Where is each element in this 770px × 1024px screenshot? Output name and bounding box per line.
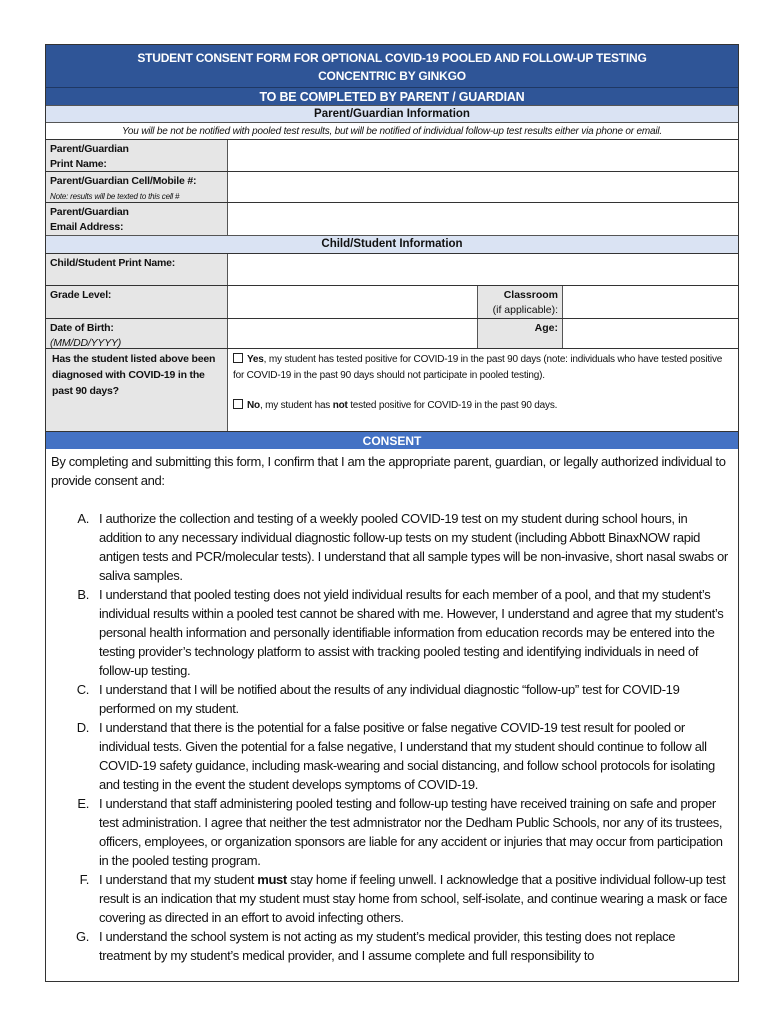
item-text: I understand that pooled testing does not yield individual results for each member of a pool, and that my student’s individual results within a pooled test cannot be shared with me. However, I understand and agree that my student’s personal health information and personally identifiable information from education records may be entered into the testing provider’s technology platform to assist with tracking pooled testing and identifying individuals in need of follow-up testing. (99, 587, 724, 678)
item-marker: D. (76, 720, 89, 735)
parent-name-field[interactable] (228, 140, 738, 171)
consent-item (51, 509, 733, 585)
item-marker: A. (77, 511, 89, 526)
parent-cell-field[interactable] (228, 172, 738, 202)
child-section-header: Child/Student Information (46, 235, 738, 253)
item-text: I understand that staff administering pooled testing and follow-up testing have received training on safe and proper test administration. I agree that neither the test admnistrator nor the Dedham Public Schools, nor any of its trustees, officers, employees, or organization sponsors are liable for any accident or injuries that may occur from participation in the pooled testing program. (99, 796, 723, 868)
consent-item (51, 585, 733, 680)
child-name-label: Child/Student Print Name: (46, 254, 228, 285)
dob-label: Date of Birth: (MM/DD/YYYY) (46, 319, 228, 348)
consent-intro: By completing and submitting this form, I confirm that I am the appropriate parent, guardian, or legally authorized individual to provide consent and: (51, 454, 726, 488)
item-marker: C. (76, 682, 89, 697)
covid-question-row (46, 348, 738, 431)
covid-options (228, 349, 738, 431)
covid-question-label: Has the student listed above been diagnosed with COVID-19 in the past 90 days? (46, 349, 228, 431)
item-marker: G. (75, 929, 89, 944)
option-yes[interactable]: Yes, my student has tested positive for COVID-19 in the past 90 days (note: individuals who have tested positive for COVID-19 in the past 90 days should not participate in pooled testing). (233, 354, 723, 381)
parent-email-row (46, 202, 738, 235)
dob-field[interactable] (228, 319, 477, 348)
consent-item (51, 680, 733, 718)
parent-email-field[interactable] (228, 203, 738, 235)
parent-cell-row (46, 171, 738, 202)
parent-cell-label: Parent/Guardian Cell/Mobile #: Note: results will be texted to this cell # (46, 172, 228, 202)
classroom-label: Classroom (if applicable): (477, 286, 563, 318)
consent-item (51, 927, 733, 965)
item-marker: E. (77, 796, 89, 811)
consent-items (51, 509, 733, 965)
child-name-row (46, 253, 738, 285)
child-name-field[interactable] (228, 254, 738, 285)
item-text: I understand that there is the potential for a false positive or false negative COVID-19 test result for pooled or individual tests. Given the potential for a false negative, I understand that my student should continue to follow all COVID-19 safety guidance, including mask-wearing and social distancing, and follow school protocols for isolating and testing in the event the student develops symptoms of COVID-19. (99, 720, 715, 792)
grade-label: Grade Level: (46, 286, 228, 318)
parent-section-header: Parent/Guardian Information (46, 105, 738, 122)
parent-name-label: Parent/Guardian Print Name: (46, 140, 228, 171)
item-marker: F. (79, 872, 89, 887)
age-label: Age: (477, 319, 563, 348)
dob-row (46, 318, 738, 348)
consent-item (51, 718, 733, 794)
grade-field[interactable] (228, 286, 477, 318)
item-text: I understand that my student must stay home if feeling unwell. I acknowledge that a positive individual follow-up test result is an indication that my student must stay home from school, self-isolate, and continue wearing a mask or face covering as directed in an effort to avoid infecting others. (99, 872, 728, 925)
option-no[interactable]: No, my student has not tested positive for COVID-19 in the past 90 days. (233, 398, 733, 414)
parent-email-label: Parent/Guardian Email Address: (46, 203, 228, 235)
grade-row (46, 285, 738, 318)
item-marker: B. (77, 587, 89, 602)
yes-checkbox[interactable] (233, 353, 243, 363)
item-text: I understand the school system is not acting as my student’s medical provider, this testing does not replace treatment by my student’s medical provider, and I assume complete and full responsibility to (99, 929, 676, 963)
item-text: I understand that I will be notified about the results of any individual diagnostic “follow-up” test for COVID-19 performed on my student. (99, 682, 680, 716)
form-title: STUDENT CONSENT FORM FOR OPTIONAL COVID-19 POOLED AND FOLLOW-UP TESTING CONCENTRIC BY GINKGO (46, 45, 738, 87)
age-field[interactable] (563, 319, 738, 348)
form-subtitle: TO BE COMPLETED BY PARENT / GUARDIAN (46, 87, 738, 105)
no-checkbox[interactable] (233, 399, 243, 409)
consent-header: CONSENT (46, 431, 738, 449)
consent-body (46, 449, 738, 968)
consent-form (45, 44, 739, 982)
parent-name-row (46, 139, 738, 171)
item-text: I authorize the collection and testing of a weekly pooled COVID-19 test on my student during school hours, in addition to any necessary individual diagnostic follow-up tests on my student (including Abbott BinaxNOW rapid antigen tests and PCR/molecular tests). I understand that all sample types will be non-invasive, short nasal swabs or saliva samples. (99, 511, 728, 583)
consent-item (51, 794, 733, 870)
classroom-field[interactable] (563, 286, 738, 318)
parent-note: You will be not be notified with pooled test results, but will be notified of individual follow-up test results either via phone or email. (46, 122, 738, 139)
consent-item (51, 870, 733, 927)
